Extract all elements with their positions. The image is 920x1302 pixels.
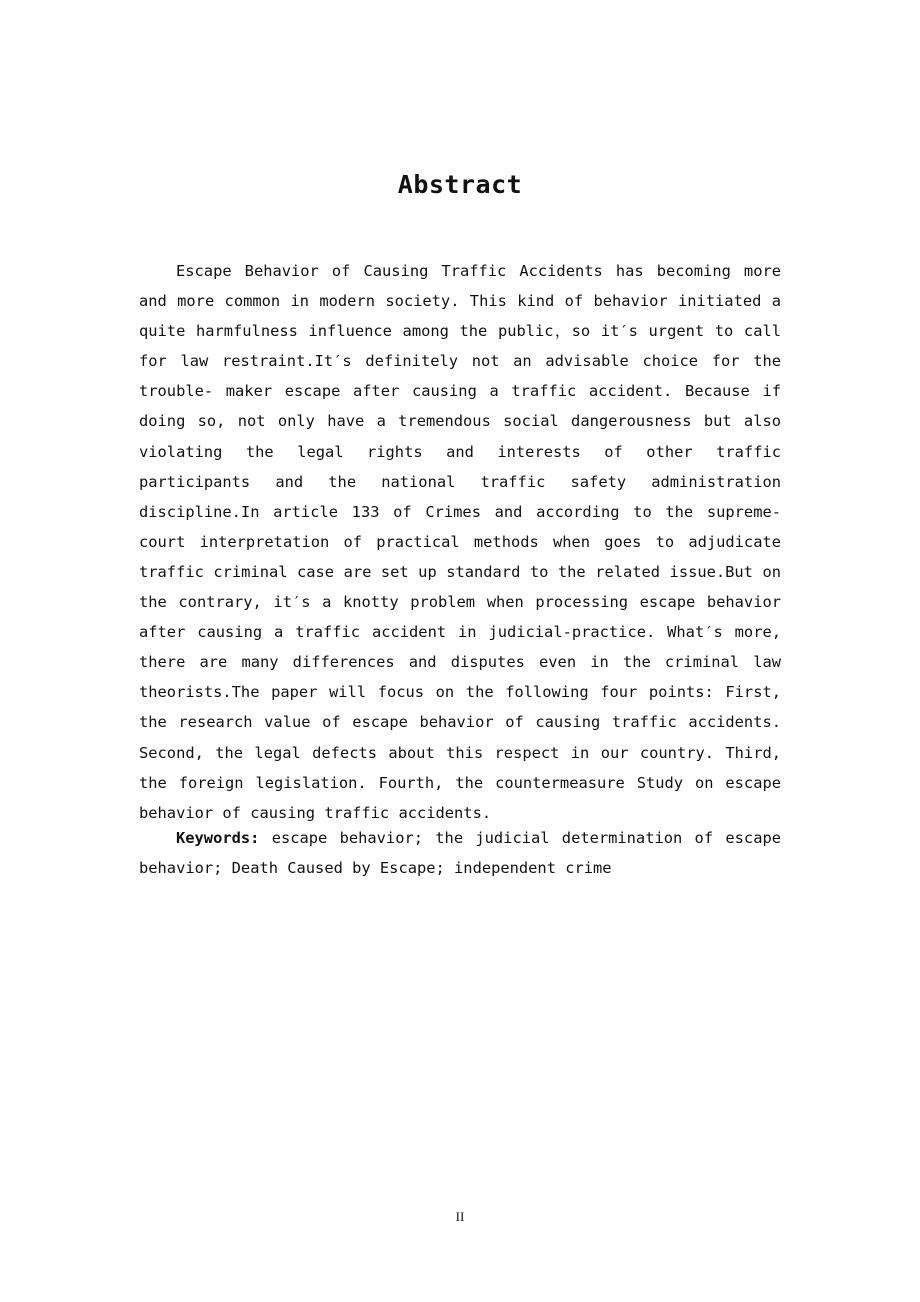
page-number: II [455,1209,465,1224]
abstract-title: Abstract [397,170,523,199]
abstract-paragraph: Escape Behavior of Causing Traffic Accidents has becoming more and more common in modern society. This kind of behavior initiated a quite harmfulness influence among the public，so it′s urgent to call for law restraint.It′s definitely not an advisable choice for the trouble- maker escape after causing a traffic accident. Because if doing so, not only have a tremendous social dangerousness but also violating the legal rights and interests of other traffic participants and the national traffic safety administration discipline.In article 133 of Crimes and according to the supreme-court interpretation of practical methods when goes to adjudicate traffic criminal case are set up standard to the related issue.But on the contrary, it′s a knotty problem when processing escape behavior after causing a traffic accident in judicial-practice. What′s more, there are many differences and disputes even in the criminal law theorists.The paper will focus on the following four points: First, the research value of escape behavior of causing traffic accidents. Second, the legal defects about this respect in our country. Third, the foreign legislation. Fourth, the countermeasure Study on escape behavior of causing traffic accidents. [139,262,781,822]
keywords-label: Keywords: [176,829,260,847]
keywords-text: escape behavior; the judicial determination of escape behavior; Death Caused by Escape; independent crime [139,829,781,878]
keywords-paragraph [139,823,781,883]
